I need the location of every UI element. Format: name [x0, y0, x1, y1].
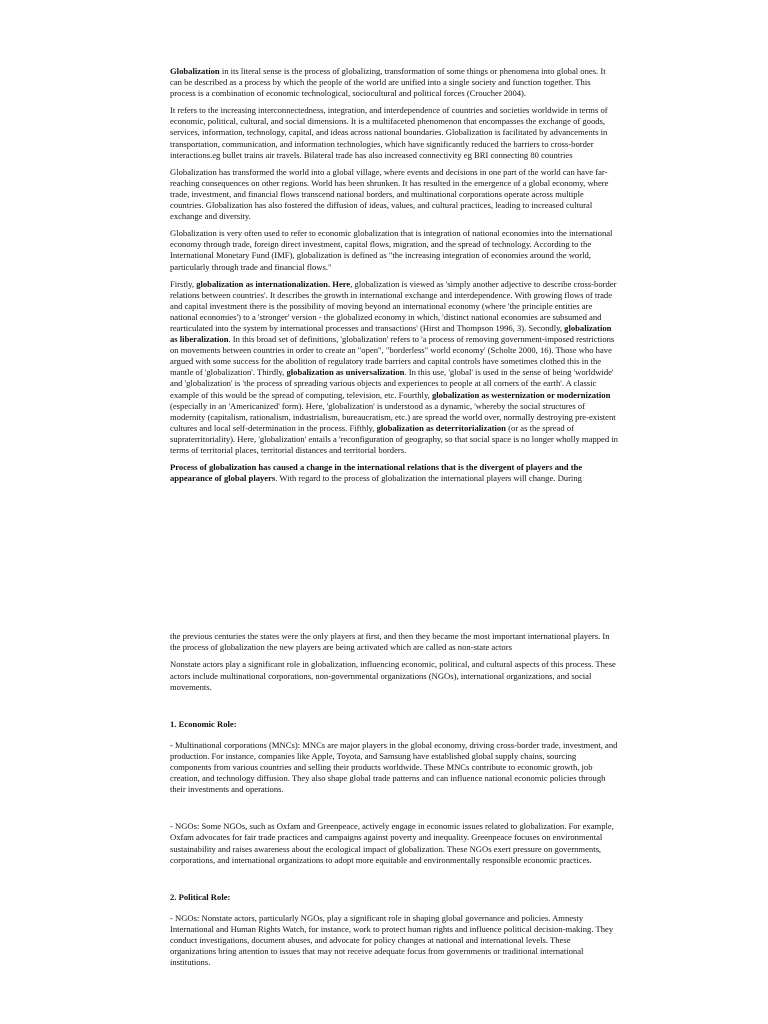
heading-political-role	[170, 892, 618, 903]
paragraph-text: . In this use, 'global' is used in the sense of being 'worldwide' and 'globalization' is 'the process of spreading various objects and experiences to people at all corners of the earth'. A classic example of this would be the spread of computing, television, etc. Fourthly,	[170, 367, 614, 400]
paragraph-economic-globalization: Globalization is very often used to refer to economic globalization that is integration of national economies into the international economy through trade, foreign direct investment, capital flows, migration, and the spread of technology. According to the International Monetary Fund (IMF), globalization is defined as "the increasing integration of economies around the world, particularly through trade and financial flows."	[170, 228, 613, 272]
paragraph-text: in its literal sense is the process of globalizing, transformation of some things or phenomena into global ones. It can be described as a process by which the people of the world are unified into a single society and function together. This process is a combination of economic technological, sociocultural and political forces (Croucher 2004).	[170, 66, 606, 99]
term-internationalization: globalization as internationalization.	[196, 278, 331, 289]
paragraph-text: (especially in an 'Americanized' form). Here, 'globalization' is understood as a dynamic, 'whereby the social structures of modernity (capitalism, rationalism, industrialism, bureaucratism, etc.) are spread the world over, normally destroying pre-existent cultures and local self-determination in the process. Fifthly,	[170, 400, 616, 433]
term-here: Here	[330, 278, 351, 289]
term-divergent-players: Process of globalization has caused a change in the international relations that is the divergent of players and the appearance of global players	[170, 462, 583, 484]
section-heading: 2. Political Role:	[170, 891, 231, 902]
document-page	[170, 66, 618, 974]
paragraph-ngos-economic: - NGOs: Some NGOs, such as Oxfam and Greenpeace, actively engage in economic issues related to globalization. For example, Oxfam advocates for fair trade practices and campaigns against poverty and inequality. Greenpeace focuses on environmental sustainability and raises awareness about the ecological impact of globalization. These NGOs exert pressure on governments, corporations, and international organizations to adopt more equitable and environmentally responsible economic practices.	[170, 821, 614, 865]
paragraph-previous-centuries: the previous centuries the states were the only players at first, and then they became the most important international players. In the process of globalization the new players are being activated which are called as non-state actors	[170, 631, 610, 653]
paragraph-international-relations	[170, 462, 618, 484]
heading-economic-role	[170, 719, 618, 730]
paragraph-ngos-political: - NGOs: Nonstate actors, particularly NGOs, play a significant role in shaping global governance and policies. Amnesty International and Human Rights Watch, for instance, work to protect human rights and influence political decision-making. They conduct investigations, document abuses, and advocate for policy changes at national and international levels. These organizations bring attention to issues that may not receive adequate focus from governments or traditional international institutions.	[170, 912, 614, 968]
blank-space	[170, 801, 618, 821]
paragraph-five-definitions	[170, 279, 618, 457]
paragraph-interconnectedness: It refers to the increasing interconnectedness, integration, and interdependence of countries and societies worldwide in terms of economic, political, cultural, and social dimensions. It is a multifaceted phenomenon that encompasses the exchange of goods, services, information, technology, capital, and ideas across national boundaries. Globalization is facilitated by advancements in transportation, communication, and information technologies, which have significantly reduced the barriers to cross-border interactions.eg bullet trains air travels. Bilateral trade has also increased connectivity eg BRI connecting 80 countries	[170, 105, 608, 160]
blank-space	[170, 699, 618, 719]
paragraph-text: . With regard to the process of globalization the international players will change. During	[275, 473, 582, 484]
paragraph-text: (or as the spread of supraterritoriality). Here, 'globalization' entails a 'reconfiguration of geography, so that social space is no longer wholly mapped in terms of territorial places, territorial distances and territorial borders.	[170, 422, 618, 455]
paragraph-text: . In this broad set of definitions, 'globalization' refers to 'a process of removing government-imposed restrictions on movements between countries in order to create an "open", "borderless" world economy' (Scholte 2000, 16). Those who have argued with some success for the abolition of regulatory trade barriers and capital controls have sometimes clothed this in the mantle of 'globalization'. Thirdly,	[170, 334, 615, 378]
paragraph-global-village: Globalization has transformed the world into a global village, where events and decisions in one part of the world can have far-reaching consequences on other regions. World has been shrunken. It has resulted in the emergence of a global economy, where trade, investment, and financial flows transcend national borders, and multinational corporations operate across multiple countries. Globalization has also fostered the diffusion of ideas, values, and cultural practices, leading to increased cultural exchange and diversity.	[170, 166, 609, 222]
term-universalization: globalization as universalization	[286, 367, 405, 378]
paragraph-text: Firstly,	[170, 278, 197, 289]
paragraph-text: , globalization is viewed as 'simply another adjective to describe cross-border relations between countries'. It describes the growth in international exchange and interdependence. With growing flows of trade and capital investment there is the possibility of moving beyond an international economy (where 'the principle entities are national economies') to a 'stronger' version - the globalized economy in which, 'distinct national economies are subsumed and rearticulated into the system by international processes and transactions' (Hirst and Thompson 1996, 3). Secondly,	[170, 278, 617, 333]
term-deterritorialization: globalization as deterritorialization	[376, 422, 506, 433]
blank-space	[170, 872, 618, 892]
blank-space	[170, 484, 618, 631]
paragraph-nonstate-actors: Nonstate actors play a significant role in globalization, influencing economic, political, and cultural aspects of this process. These actors include multinational corporations, non-governmental organizations (NGOs), international organizations, and social movements.	[170, 659, 616, 692]
term-westernization: globalization as westernization or modernization	[431, 389, 611, 400]
term-globalization: Globalization	[170, 66, 220, 76]
term-liberalization: globalization as liberalization	[170, 322, 612, 345]
section-heading: 1. Economic Role:	[170, 718, 237, 729]
paragraph-definition	[170, 66, 618, 99]
paragraph-mncs: - Multinational corporations (MNCs): MNCs are major players in the global economy, driving cross-border trade, investment, and production. For instance, companies like Apple, Toyota, and Samsung have established global supply chains, sourcing components from various countries and selling their products worldwide. These MNCs contribute to economic growth, job creation, and technology diffusion. They also shape global trade patterns and can influence national economic policies through their investments and operations.	[170, 739, 618, 795]
